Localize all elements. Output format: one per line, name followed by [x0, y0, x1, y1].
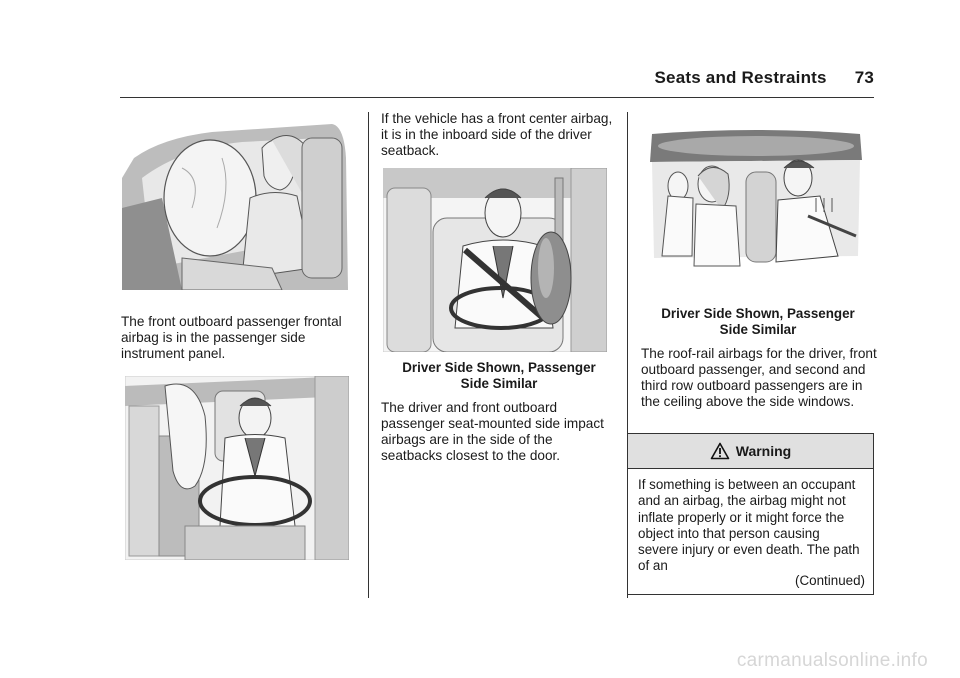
header-rule [120, 97, 874, 98]
seat-side-airbag-caption [381, 360, 617, 392]
watermark: carmanualsonline.info [736, 650, 928, 671]
section-title: Seats and Restraints [654, 68, 827, 87]
roof-rail-airbag-illustration [648, 126, 864, 278]
caption-line-2: Side Similar [460, 376, 538, 391]
driver-center-airbag-illustration [125, 376, 349, 560]
caption-line-2: Side Similar [719, 322, 797, 337]
column-divider-1 [368, 112, 369, 598]
roof-rail-airbag-text: The roof-rail airbags for the driver, front outboard passenger, and second and third row outboard passengers are in the ceiling above the side windows. [641, 346, 877, 409]
page-header [655, 68, 875, 88]
passenger-airbag-text: The front outboard passenger frontal airbag is in the passenger side instrument panel. [121, 314, 342, 361]
seat-side-airbag-text: The driver and front outboard passenger seat-mounted side impact airbags are in the side of the seatbacks closest to the door. [381, 400, 604, 463]
center-airbag-text: If the vehicle has a front center airbag, it is in the inboard side of the driver seatback. [381, 111, 613, 158]
page-number: 73 [854, 68, 874, 87]
caption-line-1: Driver Side Shown, Passenger [661, 306, 855, 321]
passenger-frontal-airbag-illustration [122, 118, 348, 290]
warning-header [628, 434, 873, 469]
warning-title: Warning [735, 443, 792, 459]
continued-label: (Continued) [795, 573, 865, 588]
seat-side-airbag-illustration [383, 168, 607, 352]
caption-line-1: Driver Side Shown, Passenger [402, 360, 596, 375]
roof-rail-airbag-caption [640, 306, 876, 338]
warning-triangle-icon [710, 442, 730, 460]
warning-text: If something is between an occupant and an airbag, the airbag might not inflate properly or it might force the object into that person causing severe injury or even death. The path of an [638, 477, 860, 574]
warning-box [627, 433, 874, 595]
